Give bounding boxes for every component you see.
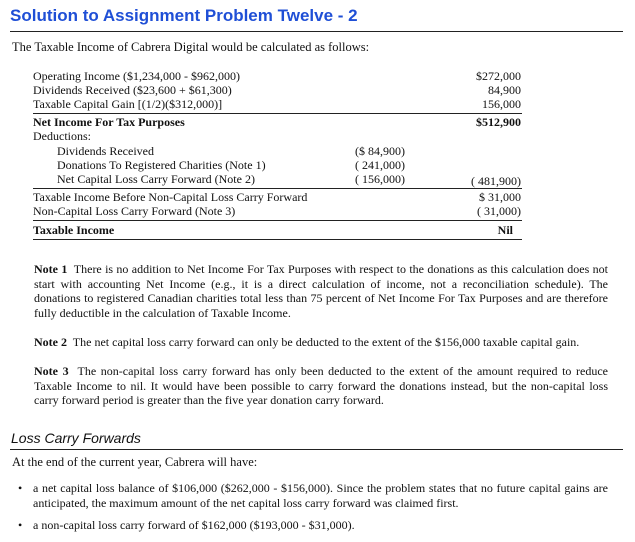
before-ncap-amount: $ 31,000 (479, 190, 521, 204)
before-ncap-label: Taxable Income Before Non-Capital Loss Carry Forward (33, 190, 308, 204)
nitp-amount: $512,900 (476, 115, 521, 129)
ded-net-capital-loss-amount: ( 156,000) (355, 172, 405, 186)
taxable-capital-gain-amount: 156,000 (482, 97, 521, 111)
taxable-income-label: Taxable Income (33, 223, 115, 237)
list-item (18, 518, 608, 533)
list-item-text: a non-capital loss carry forward of $162,000 ($193,000 - $31,000). (33, 518, 355, 532)
before-ncap-rule (33, 188, 522, 189)
ncap-label: Non-Capital Loss Carry Forward (Note 3) (33, 204, 236, 218)
taxable-income-rule (33, 220, 522, 221)
note-1-label: Note 1 (34, 262, 68, 276)
list-item-text: a net capital loss balance of $106,000 ($262,000 - $156,000). Since the problem states that no future capital gains are anticipated, the maximum amount of the net capital loss carry forward was claimed first. (33, 481, 608, 510)
title-rule (10, 31, 623, 32)
note-3-text: The non-capital loss carry forward has only been deducted to the extent of the amount required to reduce Taxable Income to nil. It would have been possible to carry forward the donations instead, but the non-capital loss carry forward period is greater than the five year donation carry forward. (34, 364, 608, 407)
nitp-rule (33, 113, 522, 114)
operating-income-label: Operating Income ($1,234,000 - $962,000) (33, 69, 240, 83)
note-3-label: Note 3 (34, 364, 69, 378)
deductions-total: ( 481,900) (471, 174, 521, 188)
dividends-received-label: Dividends Received ($23,600 + $61,300) (33, 83, 232, 97)
note-2 (34, 335, 608, 350)
section-rule (10, 449, 623, 450)
note-1-text: There is no addition to Net Income For Tax Purposes with respect to the donations as this calculation does not start with accounting Net Income (e.g., it is a direct calculation of income, not a reconciliation schedule). The donations to registered Canadian charities total less than 75 percent of Net Income For Tax Purposes and are therefore fully deductible in the calculation of Taxable Income. (34, 262, 608, 320)
intro-text: The Taxable Income of Cabrera Digital would be calculated as follows: (12, 40, 370, 54)
taxable-capital-gain-label: Taxable Capital Gain [(1/2)($312,000)] (33, 97, 223, 111)
deductions-label: Deductions: (33, 129, 91, 143)
note-2-label: Note 2 (34, 335, 67, 349)
taxable-income-bottom-rule (33, 239, 522, 240)
bullet-icon: • (18, 518, 23, 532)
ded-dividends-label: Dividends Received (57, 144, 154, 158)
ded-net-capital-loss-label: Net Capital Loss Carry Forward (Note 2) (57, 172, 255, 186)
section-heading: Loss Carry Forwards (11, 430, 141, 446)
page-title: Solution to Assignment Problem Twelve - 2 (10, 6, 358, 25)
operating-income-amount: $272,000 (476, 69, 521, 83)
ded-donations-label: Donations To Registered Charities (Note 1) (57, 158, 266, 172)
note-3 (34, 364, 608, 408)
note-1 (34, 262, 608, 320)
dividends-received-amount: 84,900 (488, 83, 521, 97)
ded-dividends-amount: ($ 84,900) (355, 144, 405, 158)
ded-donations-amount: ( 241,000) (355, 158, 405, 172)
section-intro: At the end of the current year, Cabrera will have: (12, 455, 258, 469)
bullet-icon: • (18, 481, 23, 495)
note-2-text: The net capital loss carry forward can only be deducted to the extent of the $156,000 taxable capital gain. (72, 335, 580, 349)
nitp-label: Net Income For Tax Purposes (33, 115, 185, 129)
ncap-amount: ( 31,000) (477, 204, 521, 218)
list-item (18, 481, 608, 510)
taxable-income-amount: Nil (497, 223, 513, 237)
